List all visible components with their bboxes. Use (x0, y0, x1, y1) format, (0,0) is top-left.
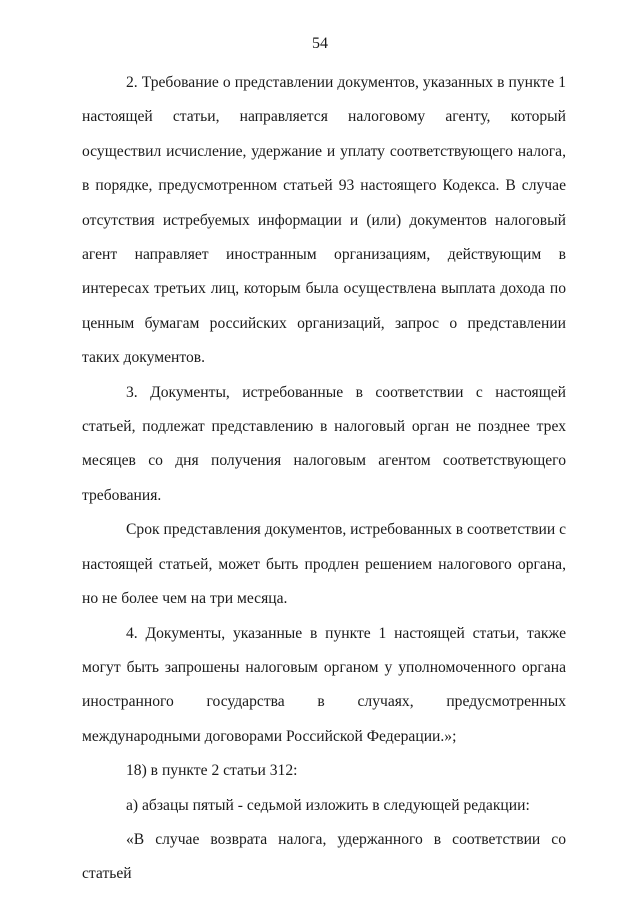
paragraph-4-foreign-authority-request: 4. Документы, указанные в пункте 1 настоящей статьи, также могут быть запрошены налоговым органом у уполномоченного органа иностранного государства в случаях, предусмотренных международными договорами Российской Федерации.»; (82, 624, 566, 745)
document-body (82, 66, 566, 892)
paragraph-deadline-extension: Срок представления документов, истребованных в соответствии с настоящей статьей, может быть продлен решением налогового органа, но не более чем на три месяца. (82, 521, 566, 608)
paragraph-item-18: 18) в пункте 2 статьи 312: (126, 762, 298, 780)
paragraph-quoted-start: «В случае возврата налога, удержанного в соответствии со статьей (82, 830, 566, 883)
paragraph-2-document-request: 2. Требование о представлении документов, указанных в пункте 1 настоящей статьи, направляется налоговому агенту, который осуществил исчисление, удержание и уплату соответствующего налога, в порядке, предусмотренном статьей 93 настоящего Кодекса. В случае отсутствия истребуемых информации и (или) документов налоговый агент направляет иностранным организациям, действующим в интересах третьих лиц, которым была осуществлена выплата дохода по ценным бумагам российских организаций, запрос о представлении таких документов. (82, 74, 566, 367)
page-number: 54 (312, 35, 328, 52)
paragraph-subitem-a: а) абзацы пятый - седьмой изложить в следующей редакции: (126, 796, 530, 814)
paragraph-3-submission-deadline: 3. Документы, истребованные в соответствии с настоящей статьей, подлежат представлению в налоговый орган не позднее трех месяцев со дня получения налоговым агентом соответствующего требования. (82, 383, 566, 504)
